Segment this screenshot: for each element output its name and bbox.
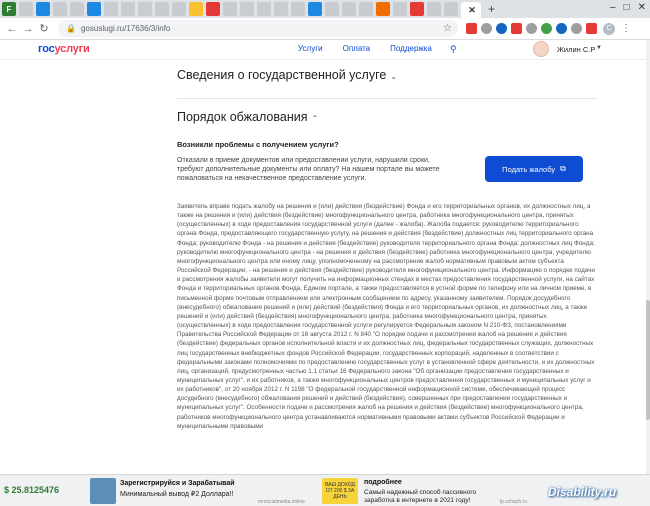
main-content bbox=[0, 60, 646, 500]
extension-icon[interactable] bbox=[481, 23, 492, 34]
browser-tab[interactable] bbox=[393, 2, 407, 16]
scrollbar-thumb[interactable] bbox=[646, 300, 650, 420]
nav-services[interactable]: Услуги bbox=[298, 44, 323, 53]
maximize-icon[interactable]: □ bbox=[623, 2, 630, 13]
browser-profile-avatar[interactable]: C bbox=[603, 23, 615, 35]
browser-tab[interactable] bbox=[376, 2, 390, 16]
ad-source: mrsocialmedia.online bbox=[258, 499, 305, 505]
browser-tab[interactable] bbox=[104, 2, 118, 16]
lock-icon: 🔒 bbox=[66, 24, 76, 33]
minimize-icon[interactable]: – bbox=[610, 2, 616, 13]
logo-part-uslugi: услуги bbox=[54, 43, 90, 55]
browser-toolbar bbox=[0, 18, 650, 40]
bookmark-star-icon[interactable]: ☆ bbox=[443, 23, 452, 34]
browser-tab[interactable] bbox=[427, 2, 441, 16]
browser-tab[interactable] bbox=[2, 2, 16, 16]
extension-icon[interactable] bbox=[496, 23, 507, 34]
browser-tab[interactable] bbox=[325, 2, 339, 16]
back-icon[interactable]: ← bbox=[6, 22, 18, 35]
browser-tab[interactable] bbox=[138, 2, 152, 16]
browser-tab-strip bbox=[0, 0, 650, 18]
close-window-icon[interactable]: ✕ bbox=[637, 2, 646, 13]
browser-tab[interactable] bbox=[87, 2, 101, 16]
browser-tab[interactable] bbox=[206, 2, 220, 16]
page-scrollbar[interactable] bbox=[646, 40, 650, 480]
extension-icon[interactable] bbox=[571, 23, 582, 34]
ad-image-text: ВАШ ДОХОД ОТ 200 $ ЗА ДЕНЬ bbox=[325, 482, 355, 500]
new-tab-button[interactable]: + bbox=[488, 2, 496, 16]
browser-tab[interactable] bbox=[70, 2, 84, 16]
forward-icon[interactable]: → bbox=[22, 22, 34, 35]
ad-subtitle[interactable]: Самый надежный способ пассивного заработка в интернете в 2021 году! bbox=[364, 489, 477, 504]
avatar[interactable] bbox=[533, 41, 549, 57]
browser-tab[interactable] bbox=[19, 2, 33, 16]
watermark-logo: Disability.ru bbox=[548, 485, 617, 499]
search-icon[interactable]: ⚲ bbox=[450, 44, 457, 54]
browser-tab[interactable] bbox=[274, 2, 288, 16]
bottom-ad-bar bbox=[0, 474, 650, 506]
browser-menu-icon[interactable]: ⋮ bbox=[621, 23, 631, 34]
ad-title[interactable]: подробнее bbox=[364, 479, 402, 486]
button-label: Подать жалобу bbox=[502, 164, 556, 174]
ad-image[interactable] bbox=[322, 478, 358, 504]
nav-payment[interactable]: Оплата bbox=[342, 44, 371, 53]
site-header bbox=[0, 40, 650, 60]
browser-tab[interactable] bbox=[240, 2, 254, 16]
browser-tab-active[interactable] bbox=[461, 2, 481, 18]
external-link-icon: ⧉ bbox=[560, 164, 566, 173]
browser-tab[interactable] bbox=[36, 2, 50, 16]
section-title-text: Сведения о государственной услуге bbox=[177, 68, 387, 82]
browser-tab[interactable] bbox=[359, 2, 373, 16]
reload-icon[interactable]: ↻ bbox=[39, 23, 49, 35]
extension-icon[interactable] bbox=[541, 23, 552, 34]
browser-tab[interactable] bbox=[444, 2, 458, 16]
ad-source: lp.schach.ru bbox=[500, 499, 527, 505]
section-title-text: Порядок обжалования bbox=[177, 110, 308, 124]
ad-subtitle[interactable]: Минимальный вывод ₽2 Доллара!! bbox=[120, 491, 234, 498]
user-name[interactable]: Жилин С.Р bbox=[557, 45, 596, 54]
address-bar[interactable] bbox=[58, 20, 458, 37]
browser-tab[interactable] bbox=[172, 2, 186, 16]
browser-tab[interactable] bbox=[291, 2, 305, 16]
browser-tab[interactable] bbox=[257, 2, 271, 16]
browser-tab[interactable] bbox=[53, 2, 67, 16]
section-appeal-toggle[interactable] bbox=[177, 110, 318, 124]
problem-title: Возникли проблемы с получением услуги? bbox=[177, 140, 339, 149]
price-ticker: $ 25.8125476 bbox=[4, 485, 60, 495]
appeal-procedure-text: Заявитель вправе подать жалобу на решения и (или) действия (бездействие) Фонда и его территориальных органов, их должностных лиц, а также на решения и (или) действия (бездействие) многофункционального центра, работника многофункционального центра, принятых (осуществленных) в ходе предоставления государственной услуги (далее - жалоба). Жалоба подается: руководителю территориального органа Фонда, предоставляющего государственную услугу, на решения и действия (бездействие) должностных лиц территориального органа Фонда; руководителю Фонда - на решения и действия (бездействие) руководителя территориального органа Фонда; должностных лиц Фонда; руководителю многофункционального центра - на решения и действия (бездействие) работника многофункционального центра; учредителю многофункционального центра или иному лицу, уполномоченному на рассмотрение жалоб нормативным правовым актом субъекта Российской Федерации, - на решения и действия (бездействие) руководителя многофункционального центра. Информацию о порядке подачи и рассмотрения жалобы заявители могут получить на информационных стендах в местах предоставления государственной услуги, на сайтах Фонда и территориальных органов Фонда, Едином портале, а также предоставляется в устной форме по телефону или на личном приеме, в письменной форме почтовым отправлением или электронным сообщением по адресу, указанному заявителем. Порядок досудебного (внесудебного) обжалования решений и (или) действий (бездействия) Фонда и его территориальных органов, их должностных лиц, а также решений и (или) действий (бездействия) многофункционального центра, работника многофункционального центра, принятых (осуществленных) в ходе предоставления государственной услуги регулируется Федеральным законом N 210-ФЗ, постановлениями Правительства Российской Федерации от 16 августа 2012 г. N 840 "О порядке подачи и рассмотрения жалоб на решения и действия (бездействие) федеральных органов исполнительной власти и их должностных лиц, федеральных государственных служащих, должностных лиц государственных внебюджетных фондов Российской Федерации, государственных корпораций, наделенных в соответствии с федеральными законами полномочиями по предоставлению государственных услуг в установленной сфере деятельности, и их должностных лиц, организаций, предусмотренных частью 1.1 статьи 16 Федерального закона "Об организации предоставления государственных и муниципальных услуг", и их работников, а также многофункциональных центров предоставления государственных и муниципальных услуг и их работников", от 20 ноября 2012 г. N 1198 "О федеральной государственной информационной системе, обеспечивающей процесс досудебного (внесудебного) обжалования решений и действий (бездействия), совершенных при предоставлении государственных и муниципальных услуг". Особенности подачи и рассмотрения жалоб на решения и действия (бездействие) многофункционального центра, работников многофункционального центра устанавливаются нормативными правовыми актами субъектов Российской Федерации и муниципальными правовыми bbox=[177, 203, 595, 430]
chevron-up-icon: ⌃ bbox=[311, 114, 319, 123]
extension-icon[interactable] bbox=[526, 23, 537, 34]
close-tab-icon[interactable]: ✕ bbox=[468, 4, 476, 15]
gosuslugi-logo[interactable] bbox=[38, 43, 90, 55]
main-nav bbox=[298, 44, 432, 53]
chevron-down-icon[interactable]: ▼ bbox=[596, 45, 602, 51]
problem-description: Отказали в приеме документов или предоставлении услуги, нарушили сроки, требуют дополнительные документы или оплату? На нашем портале вы можете пожаловаться на некачественное предоставление услуги. bbox=[177, 157, 440, 182]
logo-part-gos: гос bbox=[38, 43, 55, 55]
extension-icon[interactable] bbox=[586, 23, 597, 34]
extension-icon[interactable] bbox=[511, 23, 522, 34]
ad-image[interactable] bbox=[90, 478, 116, 504]
tab-favicon-letter: F bbox=[6, 4, 12, 14]
extensions-row bbox=[466, 23, 597, 34]
ad-title[interactable]: Зарегистрируйся и Зарабатывай bbox=[120, 480, 235, 487]
browser-tab[interactable] bbox=[121, 2, 135, 16]
submit-complaint-button[interactable] bbox=[485, 156, 583, 182]
extension-icon[interactable] bbox=[466, 23, 477, 34]
chevron-down-icon: ⌄ bbox=[390, 72, 398, 81]
browser-tab[interactable] bbox=[410, 2, 424, 16]
browser-tab[interactable] bbox=[342, 2, 356, 16]
browser-tab[interactable] bbox=[223, 2, 237, 16]
url-text: gosuslugi.ru/17636/3/info bbox=[80, 24, 171, 33]
window-controls bbox=[610, 2, 646, 13]
browser-tab[interactable] bbox=[189, 2, 203, 16]
extension-icon[interactable] bbox=[556, 23, 567, 34]
nav-support[interactable]: Поддержка bbox=[390, 44, 432, 53]
browser-tab[interactable] bbox=[155, 2, 169, 16]
browser-tab[interactable] bbox=[308, 2, 322, 16]
section-service-info-toggle[interactable] bbox=[177, 68, 397, 82]
divider bbox=[177, 98, 597, 99]
